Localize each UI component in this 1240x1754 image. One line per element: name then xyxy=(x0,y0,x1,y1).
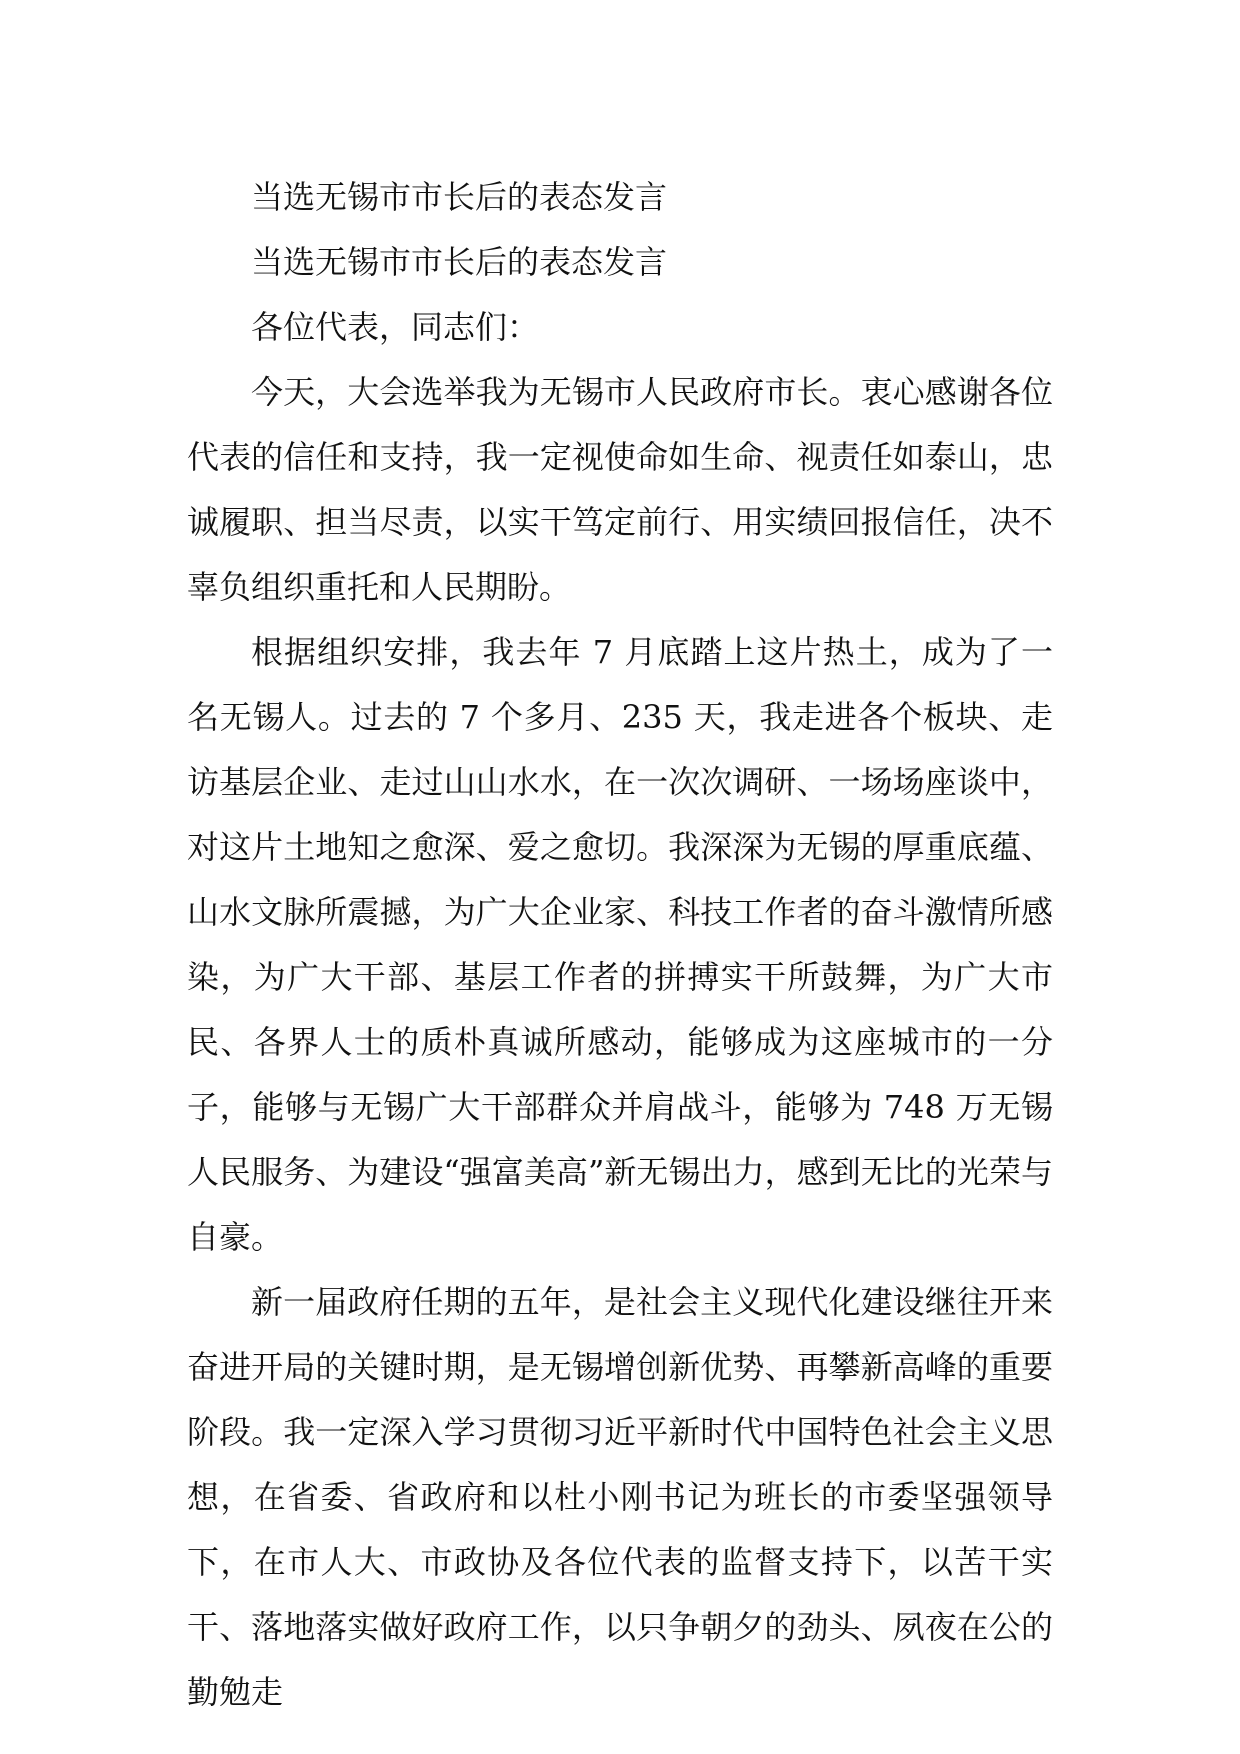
paragraph-2: 根据组织安排，我去年 7 月底踏上这片热土，成为了一名无锡人。过去的 7 个多月、235 天，我走进各个板块、走访基层企业、走过山山水水，在一次次调研、一场场座谈中，对这片土地知之愈深、爱之愈切。我深深为无锡的厚重底蕴、山水文脉所震撼，为广大企业家、科技工作者的奋斗激情所感染，为广大干部、基层工作者的拼搏实干所鼓舞，为广大市民、各界人士的质朴真诚所感动，能够成为这座城市的一分子，能够与无锡广大干部群众并肩战斗，能够为 748 万无锡人民服务、为建设“强富美高”新无锡出力，感到无比的光荣与自豪。 xyxy=(187,633,1053,1256)
salutation: 各位代表，同志们： xyxy=(251,308,540,346)
paragraph-3: 新一届政府任期的五年，是社会主义现代化建设继往开来奋进开局的关键时期，是无锡增创新优势、再攀新高峰的重要阶段。我一定深入学习贯彻习近平新时代中国特色社会主义思想，在省委、省政府和以杜小刚书记为班长的市委坚强领导下，在市人大、市政协及各位代表的监督支持下，以苦干实干、落地落实做好政府工作，以只争朝夕的劲头、夙夜在公的勤勉走 xyxy=(187,1283,1053,1711)
document-title-repeat: 当选无锡市市长后的表态发言 xyxy=(251,243,668,281)
document-body xyxy=(187,165,1053,1725)
paragraph-1: 今天，大会选举我为无锡市人民政府市长。衷心感谢各位代表的信任和支持，我一定视使命如生命、视责任如泰山，忠诚履职、担当尽责，以实干笃定前行、用实绩回报信任，决不辜负组织重托和人民期盼。 xyxy=(187,373,1053,606)
document-title: 当选无锡市市长后的表态发言 xyxy=(251,178,668,216)
